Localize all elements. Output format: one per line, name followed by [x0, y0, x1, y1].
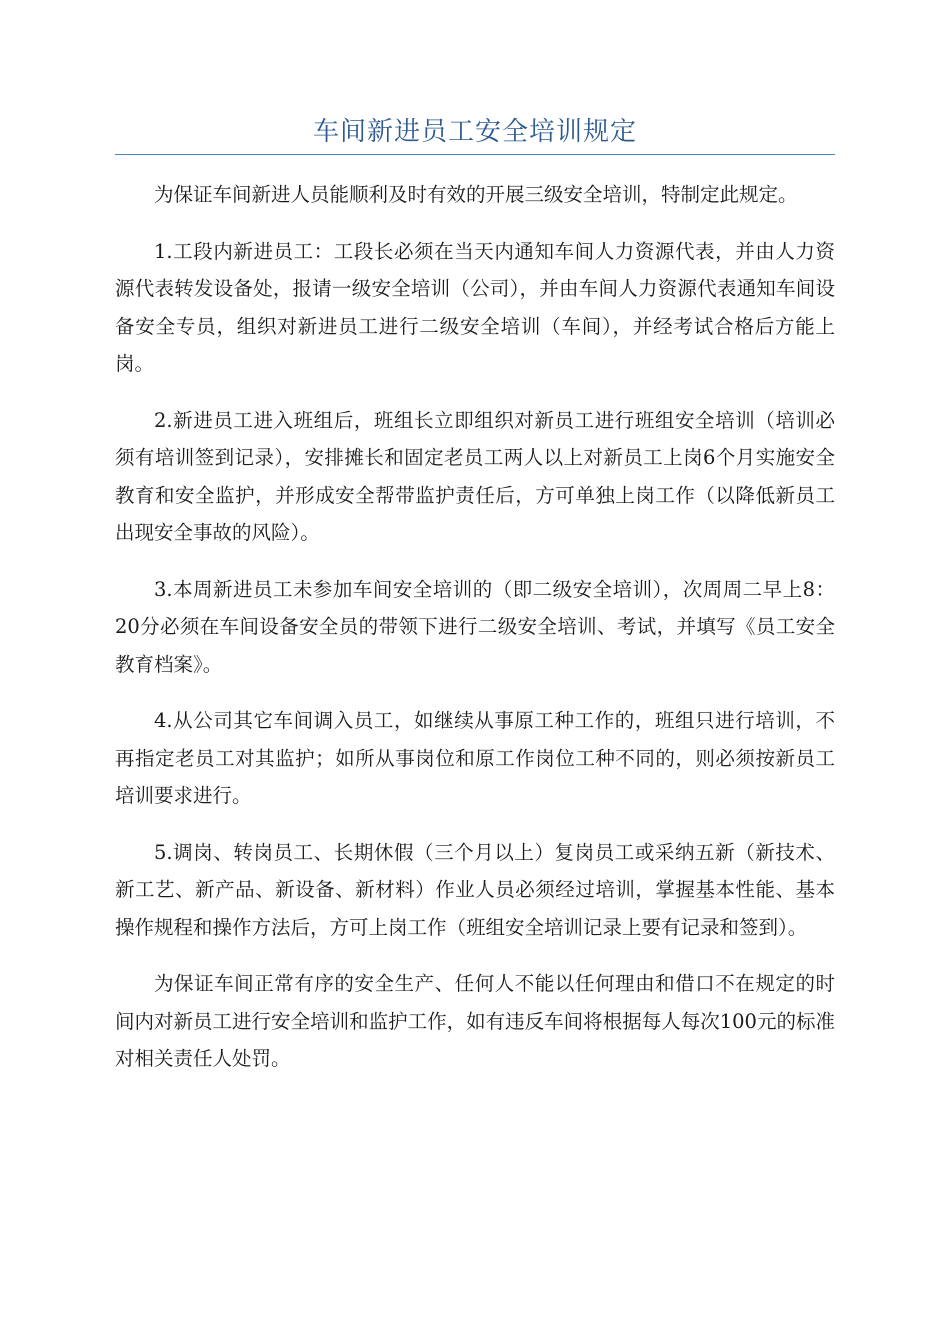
rule-paragraph-5: 5.调岗、转岗员工、长期休假（三个月以上）复岗员工或采纳五新（新技术、新工艺、新产品、新设备、新材料）作业人员必须经过培训，掌握基本性能、基本操作规程和操作方法后，方可上岗工作（班组安全培训记录上要有记录和签到）。: [115, 840, 835, 939]
rule-paragraph-2: 2.新进员工进入班组后，班组长立即组织对新员工进行班组安全培训（培训必须有培训签到记录），安排摊长和固定老员工两人以上对新员工上岗6个月实施安全教育和安全监护，并形成安全帮带监护责任后，方可单独上岗工作（以降低新员工出现安全事故的风险）。: [115, 408, 835, 544]
rule-paragraph-1: 1.工段内新进员工：工段长必须在当天内通知车间人力资源代表，并由人力资源代表转发设备处，报请一级安全培训（公司），并由车间人力资源代表通知车间设备安全专员，组织对新进员工进行二级安全培训（车间），并经考试合格后方能上岗。: [115, 239, 835, 375]
closing-paragraph: 为保证车间正常有序的安全生产、任何人不能以任何理由和借口不在规定的时间内对新员工进行安全培训和监护工作，如有违反车间将根据每人每次100元的标准对相关责任人处罚。: [115, 972, 835, 1070]
title-underline: [115, 154, 835, 155]
intro-paragraph: 为保证车间新进人员能顺利及时有效的开展三级安全培训，特制定此规定。: [154, 183, 798, 206]
document-title: 车间新进员工安全培训规定: [312, 117, 637, 147]
rule-paragraph-4: 4.从公司其它车间调入员工，如继续从事原工种工作的，班组只进行培训，不再指定老员工对其监护；如所从事岗位和原工作岗位工种不同的，则必须按新员工培训要求进行。: [115, 709, 835, 807]
document-body: [115, 176, 835, 1097]
rule-paragraph-3: 3.本周新进员工未参加车间安全培训的（即二级安全培训），次周周二早上8：20分必须在车间设备安全员的带领下进行二级安全培训、考试，并填写《员工安全教育档案》。: [115, 577, 835, 676]
